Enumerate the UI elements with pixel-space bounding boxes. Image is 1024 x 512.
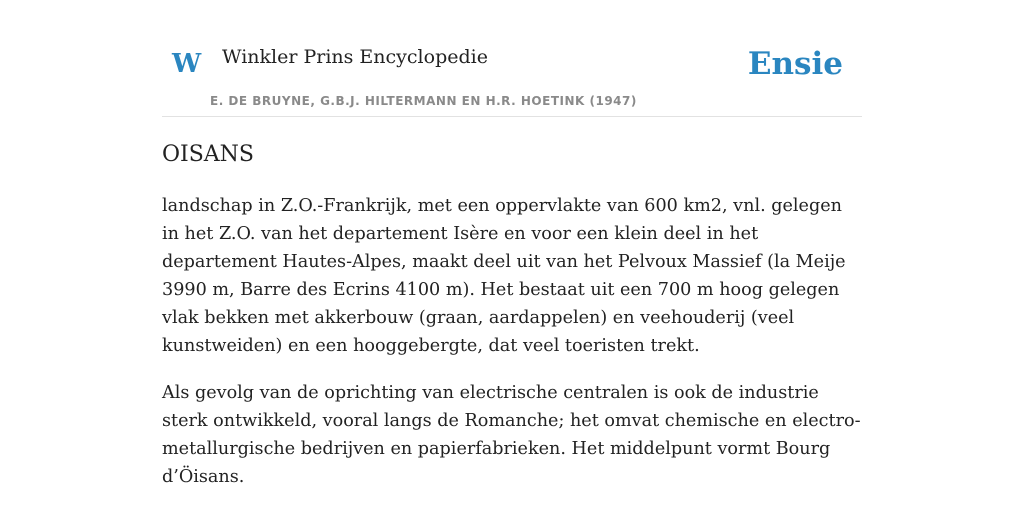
ensie-logo[interactable]: Ensie (747, 46, 843, 82)
article-paragraph: Als gevolg van de oprichting van electrische centralen is ook de industrie sterk ontwikkeld, vooral langs de Romanche; het omvat chemische en electro-metallurgische bedrijven en papierfabrieken. Het middelpunt vormt Bourg d’Öisans. (162, 383, 861, 487)
logo-w-icon[interactable]: W (172, 49, 202, 79)
edition-subtitle: E. DE BRUYNE, G.B.J. HILTERMANN EN H.R. HOETINK (1947) (210, 94, 637, 108)
article-paragraph: landschap in Z.O.-Frankrijk, met een oppervlakte van 600 km2, vnl. gelegen in het Z.O. van het departement Isère en voor een klein deel in het departement Hautes-Alpes, maakt deel uit van het Pelvoux Massief (la Meije 3990 m, Barre des Ecrins 4100 m). Het bestaat uit een 700 m hoog gelegen vlak bekken met akkerbouw (graan, aardappelen) en veehouderij (veel kunstweiden) en een hooggebergte, dat veel toeristen trekt. (162, 196, 846, 356)
article-title: OISANS (162, 142, 255, 167)
article (162, 140, 862, 491)
site-title[interactable]: Winkler Prins Encyclopedie (222, 46, 488, 68)
page-header (162, 0, 862, 117)
